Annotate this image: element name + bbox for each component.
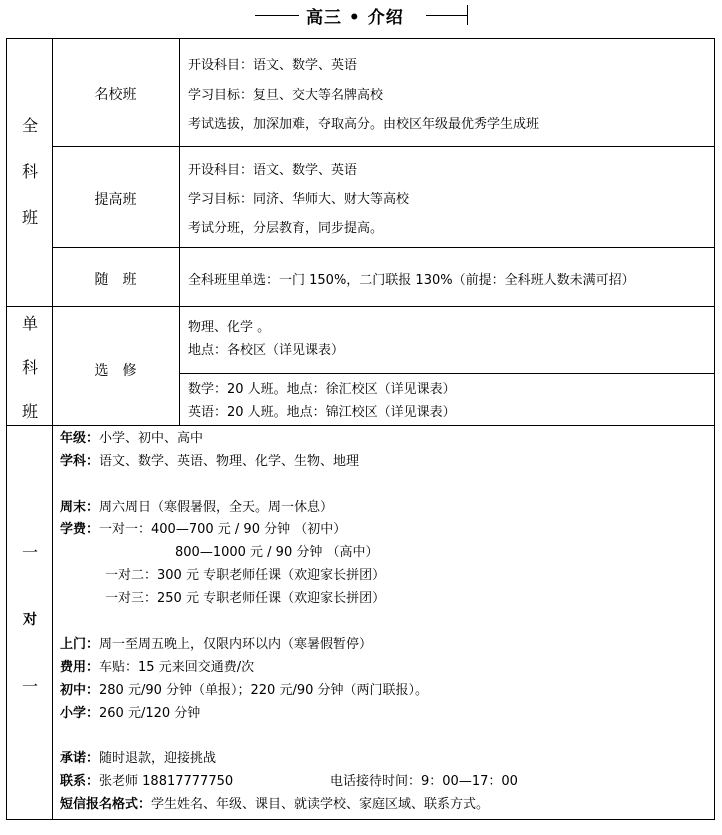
subject-line [60,455,359,468]
mingxiao-line-3: 考试选拔，加深加难，夺取高分。由校区年级最优秀学生成班 [188,117,540,132]
class-name-suiban: 随 班 [94,272,137,288]
grade-value: 小学、初中、高中 [99,431,204,446]
xuanxiu-line-4: 英语：20 人班。地点：锦江校区（详见课表） [188,405,456,420]
cost-value: 车贴：15 元来回交通费/次 [99,660,255,675]
contact-value: 张老师 18817777750 [99,774,234,789]
weekend-line [60,501,333,514]
fee-value-1: 一对一：400—700 元 / 90 分钟 （初中） [99,522,347,537]
junior-line [60,684,428,697]
cost-label: 费用： [60,660,100,675]
promise-line [60,752,216,765]
grade-label: 年级： [60,431,100,446]
visit-label: 上门： [60,637,100,652]
fee-line-3: 一对二：300 元 专职老师任课（欢迎家长拼团） [105,568,386,583]
junior-label: 初中： [60,683,100,698]
sms-label: 短信报名格式： [60,797,152,812]
tigao-line-1: 开设科目：语文、数学、英语 [188,163,358,178]
danke-divider-2 [179,306,180,426]
class-name-mingxiao: 名校班 [94,87,137,103]
primary-label: 小学： [60,706,100,721]
quanke-section [6,38,715,307]
primary-line [60,707,200,720]
quanke-category-label: 全 科 班 [21,116,38,227]
junior-value: 280 元/90 分钟（单报）；220 元/90 分钟（两门联报）。 [99,683,429,698]
fee-line-4: 一对三：250 元 专职老师任课（欢迎家长拼团） [105,591,386,606]
subject-value: 语文、数学、英语、物理、化学、生物、地理 [99,454,360,469]
header-vertical-bar [467,5,468,25]
sms-line [60,798,489,811]
fee-label: 学费： [60,522,100,537]
xuanxiu-line-1: 物理、化学 。 [188,320,271,335]
yidui-category-label: 一 对 一 [21,543,38,696]
class-name-xuanxiu: 选 修 [94,363,137,379]
tigao-line-2: 学习目标：同济、华师大、财大等高校 [188,192,410,207]
suiban-line-1: 全科班里单选：一门 150%，二门联报 130%（前提：全科班人数未满可招） [188,273,635,288]
weekend-value: 周六周日（寒假暑假，全天。周一休息） [99,500,334,515]
danke-row-divider [179,373,715,374]
grade-line [60,432,203,445]
sms-value: 学生姓名、年级、课目、就读学校、家庭区域、联系方式。 [151,797,490,812]
xuanxiu-line-3: 数学：20 人班。地点：徐汇校区（详见课表） [188,382,456,397]
visit-line [60,638,372,651]
quanke-row-divider-1 [52,146,715,147]
hours-line: 电话接待时间：9：00—17：00 [330,774,518,789]
quanke-row-divider-2 [52,247,715,248]
header-rule-left [255,15,299,16]
cost-line [60,661,254,674]
xuanxiu-line-2: 地点：各校区（详见课表） [188,343,345,358]
class-name-tigao: 提高班 [94,192,137,208]
page-header [0,0,722,36]
quanke-divider-2 [179,38,180,307]
promise-value: 随时退款，迎接挑战 [99,751,217,766]
subject-label: 学科： [60,454,100,469]
visit-value: 周一至周五晚上，仅限内环以内（寒暑假暂停） [99,637,373,652]
quanke-divider-1 [52,38,53,307]
mingxiao-line-2: 学习目标：复旦、交大等名牌高校 [188,88,384,103]
mingxiao-line-1: 开设科目：语文、数学、英语 [188,58,358,73]
primary-value: 260 元/120 分钟 [99,706,201,721]
contact-line [60,775,233,788]
tigao-line-3: 考试分班，分层教育，同步提高。 [188,221,384,236]
danke-category-label: 单 科 班 [21,314,38,421]
weekend-label: 周末： [60,500,100,515]
yidui-divider [52,425,53,820]
contact-label: 联系： [60,774,100,789]
fee-line-1 [60,523,346,536]
header-rule-right [426,15,468,16]
promise-label: 承诺： [60,751,100,766]
fee-line-2: 800—1000 元 / 90 分钟 （高中） [175,545,379,560]
page-title: 高三 • 介绍 [306,8,404,28]
